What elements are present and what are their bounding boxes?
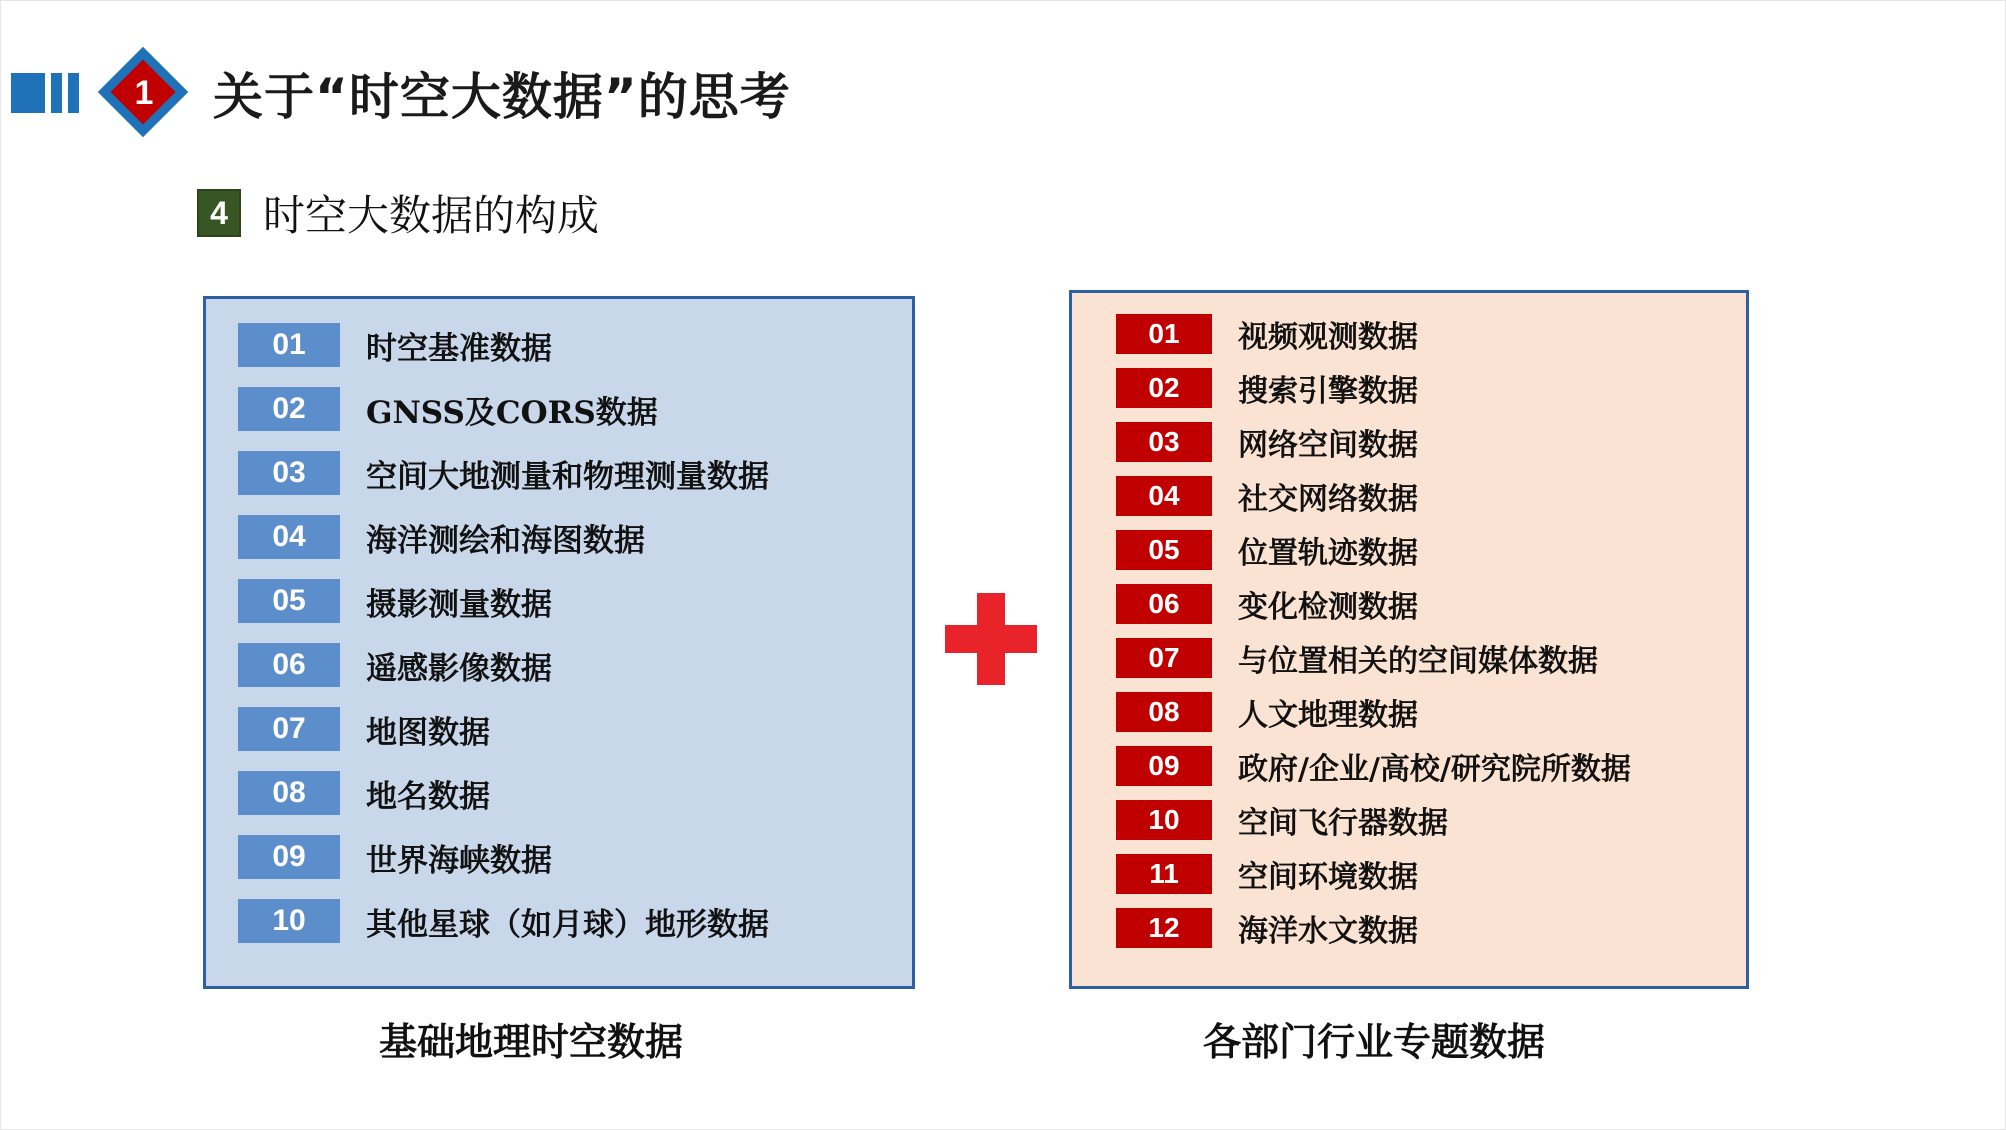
item-label: 视频观测数据	[1238, 320, 1418, 355]
list-item	[1072, 631, 1746, 685]
item-label: 人文地理数据	[1238, 698, 1418, 733]
item-number: 04	[238, 515, 340, 559]
list-item	[206, 697, 912, 761]
item-number: 05	[1116, 530, 1212, 570]
subsection-number-badge: 4	[197, 189, 241, 237]
item-number: 12	[1116, 908, 1212, 948]
item-number: 01	[1116, 314, 1212, 354]
item-number: 09	[1116, 746, 1212, 786]
list-item	[206, 889, 912, 953]
item-label: 与位置相关的空间媒体数据	[1238, 644, 1598, 679]
right-panel-caption: 各部门行业专题数据	[1203, 1020, 1546, 1064]
list-item	[206, 569, 912, 633]
item-label: 遥感影像数据	[366, 650, 552, 687]
decor-bar-1	[11, 73, 45, 113]
right-panel-list	[1072, 293, 1746, 955]
item-label: 其他星球（如月球）地形数据	[366, 906, 769, 943]
list-item	[1072, 577, 1746, 631]
list-item	[1072, 739, 1746, 793]
decor-bars	[11, 73, 79, 113]
item-label: 空间环境数据	[1238, 860, 1418, 895]
item-number: 09	[238, 835, 340, 879]
item-label: 海洋水文数据	[1238, 914, 1418, 949]
subsection-title: 时空大数据的构成	[263, 191, 600, 240]
list-item	[1072, 523, 1746, 577]
item-number: 02	[1116, 368, 1212, 408]
item-number: 01	[238, 323, 340, 367]
item-label: 政府/企业/高校/研究院所数据	[1238, 752, 1631, 787]
item-label: 搜索引擎数据	[1238, 374, 1418, 409]
list-item	[206, 377, 912, 441]
list-item	[1072, 415, 1746, 469]
list-item	[206, 761, 912, 825]
item-number: 11	[1116, 854, 1212, 894]
list-item	[1072, 685, 1746, 739]
left-panel	[203, 296, 915, 989]
list-item	[206, 505, 912, 569]
item-label: GNSS及CORS数据	[366, 394, 658, 431]
list-item	[1072, 361, 1746, 415]
item-label: 空间大地测量和物理测量数据	[366, 458, 769, 495]
section-number-badge	[103, 52, 185, 134]
subsection-heading	[197, 183, 599, 243]
item-label: 空间飞行器数据	[1238, 806, 1448, 841]
list-item	[1072, 793, 1746, 847]
decor-bar-3	[68, 73, 79, 113]
item-number: 02	[238, 387, 340, 431]
item-number: 10	[1116, 800, 1212, 840]
item-label: 网络空间数据	[1238, 428, 1418, 463]
item-label: 位置轨迹数据	[1238, 536, 1418, 571]
item-label: 地图数据	[366, 714, 490, 751]
item-label: 摄影测量数据	[366, 586, 552, 623]
item-label: 海洋测绘和海图数据	[366, 522, 645, 559]
list-item	[206, 825, 912, 889]
item-number: 08	[238, 771, 340, 815]
item-label: 变化检测数据	[1238, 590, 1418, 625]
item-number: 08	[1116, 692, 1212, 732]
item-number: 06	[238, 643, 340, 687]
item-number: 10	[238, 899, 340, 943]
list-item	[206, 441, 912, 505]
right-panel	[1069, 290, 1749, 989]
plus-vertical-bar	[977, 593, 1005, 685]
item-number: 07	[238, 707, 340, 751]
left-panel-list	[206, 299, 912, 953]
item-label: 时空基准数据	[366, 330, 552, 367]
slide-title-row	[1, 53, 791, 133]
list-item	[1072, 469, 1746, 523]
list-item	[1072, 901, 1746, 955]
page-title: 关于“时空大数据”的思考	[213, 68, 791, 126]
list-item	[1072, 307, 1746, 361]
item-number: 05	[238, 579, 340, 623]
item-number: 07	[1116, 638, 1212, 678]
list-item	[1072, 847, 1746, 901]
item-number: 03	[238, 451, 340, 495]
item-label: 社交网络数据	[1238, 482, 1418, 517]
plus-icon	[945, 593, 1037, 685]
item-label: 地名数据	[366, 778, 490, 815]
list-item	[206, 313, 912, 377]
section-number-label: 1	[134, 74, 154, 112]
list-item	[206, 633, 912, 697]
left-panel-caption: 基础地理时空数据	[379, 1020, 684, 1064]
item-number: 04	[1116, 476, 1212, 516]
item-number: 03	[1116, 422, 1212, 462]
item-label: 世界海峡数据	[366, 842, 552, 879]
decor-bar-2	[51, 73, 62, 113]
item-number: 06	[1116, 584, 1212, 624]
